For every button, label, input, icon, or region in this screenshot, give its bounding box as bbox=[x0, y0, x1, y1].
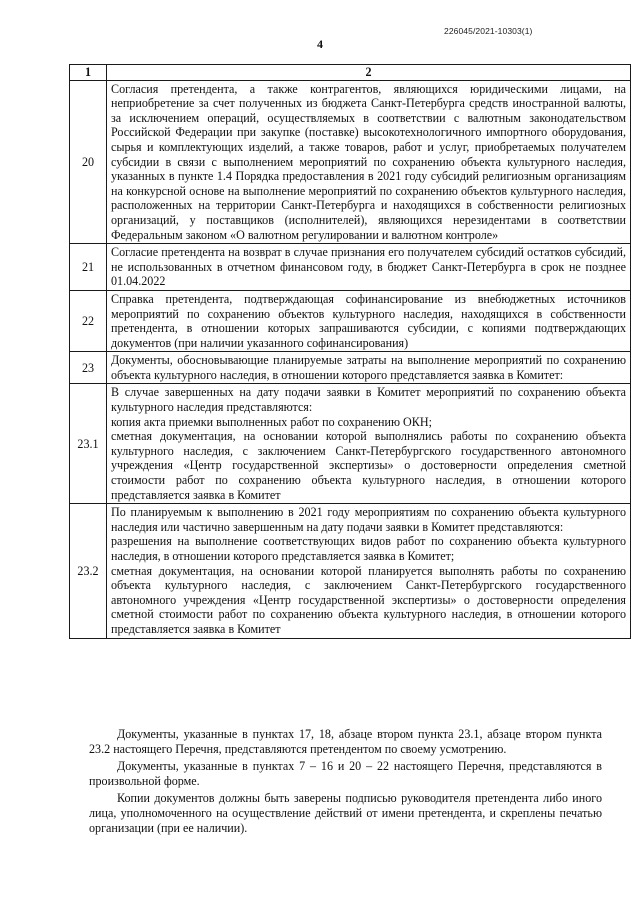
table-row bbox=[70, 352, 631, 384]
row-description bbox=[107, 290, 631, 351]
column-header-number: 1 bbox=[70, 65, 107, 81]
row-paragraph: сметная документация, на основании которой выполнялись работы по сохранению объекта культурного наследия, с заключением Санкт-Петербургского государственного автономного учреждения «Центр государственной экспертизы» о достоверности определения сметной стоимости работ по сохранению объекта культурного наследия, в отношении которого представляется заявка в Комитет bbox=[111, 429, 626, 502]
closing-paragraph: Документы, указанные в пунктах 7 – 16 и 20 – 22 настоящего Перечня, представляются в произвольной форме. bbox=[89, 759, 602, 788]
row-number: 23.1 bbox=[70, 384, 107, 504]
document-number: 226045/2021-10303(1) bbox=[444, 26, 533, 36]
row-number: 21 bbox=[70, 244, 107, 291]
table-row bbox=[70, 80, 631, 244]
row-paragraph: Согласия претендента, а также контрагентов, являющихся юридическими лицами, на неприобретение за счет полученных из бюджета Санкт-Петербурга средств иностранной валюты, за исключением операций, осуществляемых в соответствии с валютным законодательством Российской Федерации при закупке (поставке) высокотехнологичного импортного оборудования, сырья и комплектующих изделий, а также товаров, работ и услуг, приобретаемых получателем субсидии в связи с выполнением мероприятий по сохранению объекта культурного наследия, указанных в пункте 1.4 Порядка предоставления в 2021 году субсидий религиозным организациям на конкурсной основе на выполнение мероприятий по сохранению объектов культурного наследия, расположенных на территории Санкт-Петербурга и находящихся в собственности религиозных организаций, у поставщиков (исполнителей), являющихся нерезидентами в соответствии Федеральным законом «О валютном регулировании и валютном контроле» bbox=[111, 81, 626, 242]
row-paragraph: копия акта приемки выполненных работ по сохранению ОКН; bbox=[111, 414, 432, 429]
row-description bbox=[107, 80, 631, 244]
row-number: 22 bbox=[70, 290, 107, 351]
row-paragraph: разрешения на выполнение соответствующих видов работ по сохранению объекта культурного наследия, в отношении которого представляется заявка в Комитет; bbox=[111, 534, 626, 563]
table-body bbox=[70, 80, 631, 638]
row-number: 20 bbox=[70, 80, 107, 244]
closing-notes bbox=[89, 727, 602, 838]
row-paragraph: Согласие претендента на возврат в случае признания его получателем субсидий остатков субсидий, не использованных в отчетном финансовом году, в бюджет Санкт-Петербурга в срок не позднее 01.04.2022 bbox=[111, 245, 626, 289]
table-row bbox=[70, 290, 631, 351]
row-paragraph: По планируемым к выполнению в 2021 году мероприятиям по сохранению объекта культурного наследия или частично завершенным на дату подачи заявки в Комитет представляются: bbox=[111, 505, 626, 534]
documents-table bbox=[69, 64, 631, 639]
column-header-content: 2 bbox=[107, 65, 631, 81]
closing-paragraph: Копии документов должны быть заверены подписью руководителя претендента либо иного лица, уполномоченного на осуществление действий от имени претендента, и скреплены печатью организации (при ее наличии). bbox=[89, 791, 602, 835]
row-paragraph: Документы, обосновывающие планируемые затраты на выполнение мероприятий по сохранению объекта культурного наследия, в отношении которого представляется заявка в Комитет: bbox=[111, 353, 626, 382]
row-number: 23.2 bbox=[70, 504, 107, 638]
table-header-row bbox=[70, 65, 631, 81]
table-row bbox=[70, 384, 631, 504]
table-row bbox=[70, 504, 631, 638]
row-description bbox=[107, 384, 631, 504]
row-description bbox=[107, 352, 631, 384]
row-description bbox=[107, 504, 631, 638]
row-number: 23 bbox=[70, 352, 107, 384]
row-paragraph: сметная документация, на основании которой планируется выполнять работы по сохранению объекта культурного наследия, с заключением Санкт-Петербургского государственного автономного учреждения «Центр государственной экспертизы» о достоверности определения сметной стоимости работ по сохранению объекта культурного наследия, в отношении которого представляется заявка в Комитет bbox=[111, 563, 626, 636]
row-description bbox=[107, 244, 631, 291]
row-paragraph: В случае завершенных на дату подачи заявки в Комитет мероприятий по сохранению объекта культурного наследия представляются: bbox=[111, 385, 626, 415]
page-number: 4 bbox=[317, 37, 323, 51]
closing-paragraph: Документы, указанные в пунктах 17, 18, абзаце втором пункта 23.1, абзаце втором пункта 23.2 настоящего Перечня, представляются претендентом по своему усмотрению. bbox=[89, 727, 602, 756]
table-row bbox=[70, 244, 631, 291]
row-paragraph: Справка претендента, подтверждающая софинансирование из внебюджетных источников мероприятий по сохранению объектов культурного наследия, находящихся в собственности претендента, в отношении которых запрашиваются субсидии, с копиями подтверждающих документов (при наличии указанного софинансирования) bbox=[111, 291, 626, 350]
